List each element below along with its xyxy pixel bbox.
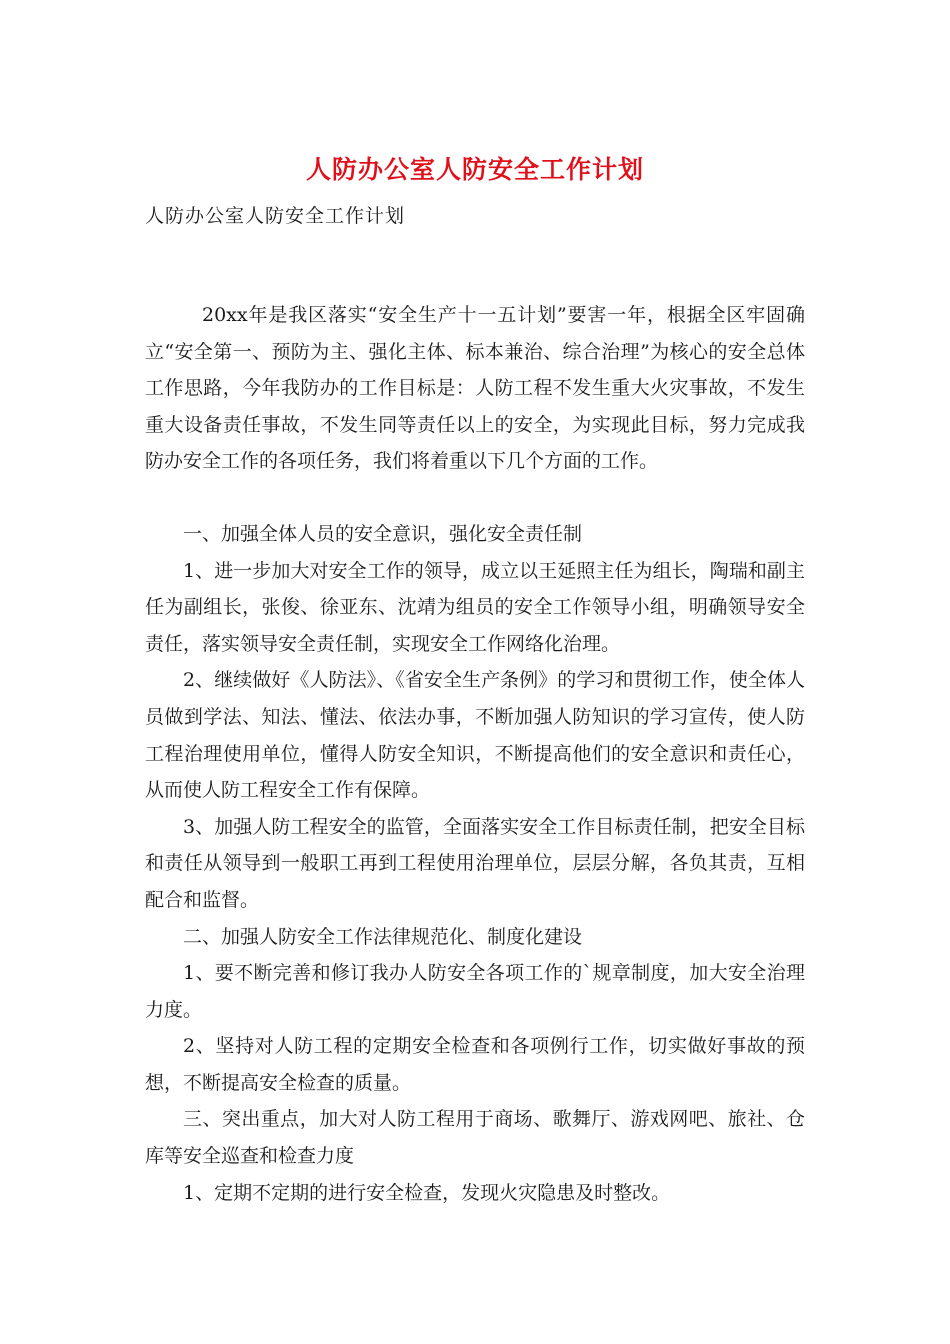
paragraph-spacer: [145, 480, 805, 516]
document-subtitle: 人防办公室人防安全工作计划: [145, 205, 406, 227]
document-title: 人防办公室人防安全工作计划: [305, 155, 644, 184]
paragraph-1-3: 3、加强人防工程安全的监管，全面落实安全工作目标责任制，把安全目标和责任从领导到一般职工再到工程使用治理单位，层层分解，各负其责，互相配合和监督。: [145, 815, 805, 911]
section-heading-2: 二、加强人防安全工作法律规范化、制度化建设: [183, 925, 583, 948]
paragraph-3-1: 1、定期不定期的进行安全检查，发现火灾隐患及时整改。: [183, 1181, 671, 1204]
paragraph-2-2: 2、坚持对人防工程的定期安全检查和各项例行工作，切实做好事故的预想，不断提高安全检查的质量。: [145, 1035, 805, 1094]
paragraph-1-1: 1、进一步加大对安全工作的领导，成立以王延照主任为组长，陶瑞和副主任为副组长，张俊、徐亚东、沈靖为组员的安全工作领导小组，明确领导安全责任，落实领导安全责任制，实现安全工作网络化治理。: [145, 559, 805, 655]
section-heading-3: 三、突出重点，加大对人防工程用于商场、歌舞厅、游戏网吧、旅社、仓库等安全巡查和检查力度: [145, 1108, 805, 1168]
paragraph-2-1: 1、要不断完善和修订我办人防安全各项工作的`规章制度，加大安全治理力度。: [145, 962, 805, 1021]
document-body: [145, 297, 805, 1211]
paragraph-intro: 20xx年是我区落实“安全生产十一五计划”要害一年，根据全区牢固确立“安全第一、预防为主、强化主体、标本兼治、综合治理”为核心的安全总体工作思路，今年我防办的工作目标是：人防工程不发生重大火灾事故，不发生重大设备责任事故，不发生同等责任以上的安全，为实现此目标，努力完成我防办安全工作的各项任务，我们将着重以下几个方面的工作。: [145, 304, 805, 473]
paragraph-1-2: 2、继续做好《人防法》、《省安全生产条例》的学习和贯彻工作，使全体人员做到学法、知法、懂法、依法办事，不断加强人防知识的学习宣传，使人防工程治理使用单位，懂得人防安全知识，不断提高他们的安全意识和责任心，从而使人防工程安全工作有保障。: [145, 669, 805, 802]
section-heading-1: 一、加强全体人员的安全意识，强化安全责任制: [183, 522, 583, 545]
